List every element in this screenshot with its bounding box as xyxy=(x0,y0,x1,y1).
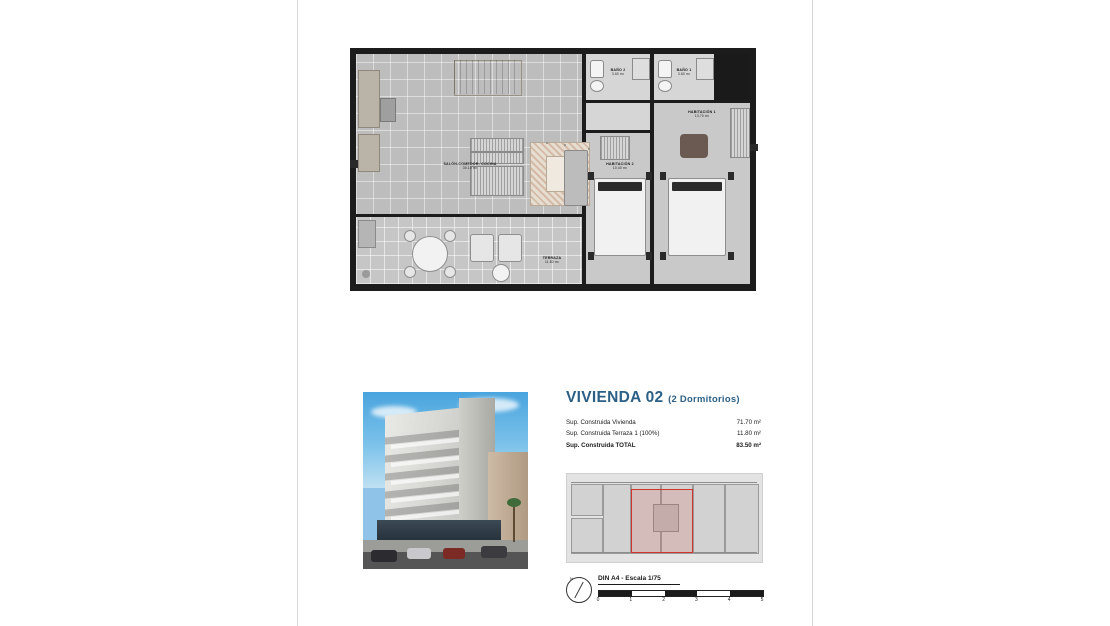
nightstand-1a xyxy=(660,172,666,180)
bed-bedroom-1 xyxy=(668,178,726,256)
kitchen-counter-left xyxy=(358,70,380,128)
unit-info-block xyxy=(566,389,761,451)
terrace-plant xyxy=(362,270,370,278)
wall-right xyxy=(750,48,756,291)
terrace-storage xyxy=(358,220,376,248)
wall-bottom xyxy=(350,284,756,291)
keyplan-unit xyxy=(571,518,603,554)
compass-north-label: N xyxy=(570,576,573,581)
keyplan-unit xyxy=(725,484,759,554)
wall-bath-corridor xyxy=(586,100,750,103)
table-row-total xyxy=(566,440,761,451)
label-terrace: TERRAZA 11.80 m² xyxy=(542,256,562,265)
wardrobe-living xyxy=(470,138,524,152)
terrace-chair-4 xyxy=(444,266,456,278)
terrace-lounge-1 xyxy=(470,234,494,262)
sink-bath-2 xyxy=(590,80,604,92)
area-value: 11.80 m² xyxy=(737,430,761,438)
sofa-none xyxy=(564,144,566,146)
keyplan-wall-top xyxy=(571,482,757,483)
terrace-side-table xyxy=(492,264,510,282)
area-table xyxy=(566,417,761,451)
fridge xyxy=(380,98,396,122)
table-row xyxy=(566,417,761,428)
unit-title-main: VIVIENDA 02 xyxy=(566,389,664,406)
nightstand-1b xyxy=(728,172,734,180)
nightstand-1c xyxy=(660,252,666,260)
scale-text: DIN A4 - Escala 1/75 xyxy=(598,575,680,585)
label-living-kitchen: SALÓN-COMEDOR- COCINA 30.10 m² xyxy=(443,162,497,171)
label-bedroom-1: HABITACIÓN 1 13.70 m² xyxy=(688,110,716,119)
compass-icon xyxy=(566,577,592,603)
wall-between-baths xyxy=(650,54,654,102)
nightstand-2d xyxy=(646,252,652,260)
document-page xyxy=(297,0,813,626)
wall-top xyxy=(350,48,756,54)
area-value-total: 83.50 m² xyxy=(736,441,761,449)
car-4 xyxy=(481,546,507,558)
bed-bedroom-2 xyxy=(594,178,646,256)
scale-ruler xyxy=(598,590,764,597)
palm-crown xyxy=(507,498,521,507)
sofa-placeholder xyxy=(588,148,590,150)
palm-trunk xyxy=(513,504,515,542)
sofa-zero xyxy=(546,142,548,144)
wall-left xyxy=(350,48,356,291)
keyplan-unit xyxy=(603,484,631,554)
nightstand-2a xyxy=(588,172,594,180)
scale-tick: 0 xyxy=(596,597,600,603)
scale-tick: 5 xyxy=(760,597,764,603)
scale-tick: 1 xyxy=(629,597,633,603)
keyplan-unit xyxy=(693,484,725,554)
nightstand-1d xyxy=(728,252,734,260)
building-photo xyxy=(363,392,528,569)
unit-title xyxy=(566,389,761,407)
area-label: Sup. Construida Vivienda xyxy=(566,419,636,426)
scale-tick: 4 xyxy=(727,597,731,603)
car-3 xyxy=(443,548,465,559)
sofa-living xyxy=(564,150,588,206)
car-1 xyxy=(371,550,397,562)
kitchen-counter-left-2 xyxy=(358,134,380,172)
sink-bath-1 xyxy=(658,80,672,92)
headboard-bedroom-1 xyxy=(680,134,708,158)
page-margin-left xyxy=(0,0,297,626)
page-margin-right xyxy=(813,0,1110,626)
cabinet-living xyxy=(470,166,524,196)
floor-plan-drawing xyxy=(350,48,756,291)
label-bath-1: BAÑO 1 3.60 m² xyxy=(676,68,692,77)
area-label: Sup. Construida Terraza 1 (100%) xyxy=(566,430,660,438)
terrace-chair-1 xyxy=(404,230,416,242)
keyplan-unit xyxy=(571,484,603,516)
scale-tick: 2 xyxy=(662,597,665,603)
terrace-chair-2 xyxy=(444,230,456,242)
terrace-table xyxy=(412,236,448,272)
label-bath-2: BAÑO 2 3.60 m² xyxy=(610,68,626,77)
wall-bedroom2-corridor xyxy=(586,130,654,133)
nightstand-2b xyxy=(646,172,652,180)
ground-floor-glazing xyxy=(377,520,501,540)
terrace-lounge-2 xyxy=(498,234,522,262)
car-2 xyxy=(407,548,431,559)
wardrobe-bedroom-2 xyxy=(600,136,630,160)
scale-ruler-numbers xyxy=(598,597,762,605)
table-row xyxy=(566,428,761,439)
wall-terrace xyxy=(356,214,586,217)
corridor xyxy=(586,102,654,132)
scale-tick: 3 xyxy=(695,597,698,603)
scale-block xyxy=(566,573,764,609)
label-bedroom-2: HABITACIÓN 2 10.40 m² xyxy=(606,162,634,171)
area-value: 71.70 m² xyxy=(736,419,761,426)
kitchen-island-top xyxy=(454,60,520,94)
key-plan-location xyxy=(566,473,763,563)
unit-title-sub: (2 Dormitorios) xyxy=(668,393,740,404)
keyplan-highlight-current-unit xyxy=(631,489,693,553)
area-label-total: Sup. Construida TOTAL xyxy=(566,441,636,449)
terrace-chair-3 xyxy=(404,266,416,278)
nightstand-2c xyxy=(588,252,594,260)
wall-nib-left xyxy=(350,160,358,168)
